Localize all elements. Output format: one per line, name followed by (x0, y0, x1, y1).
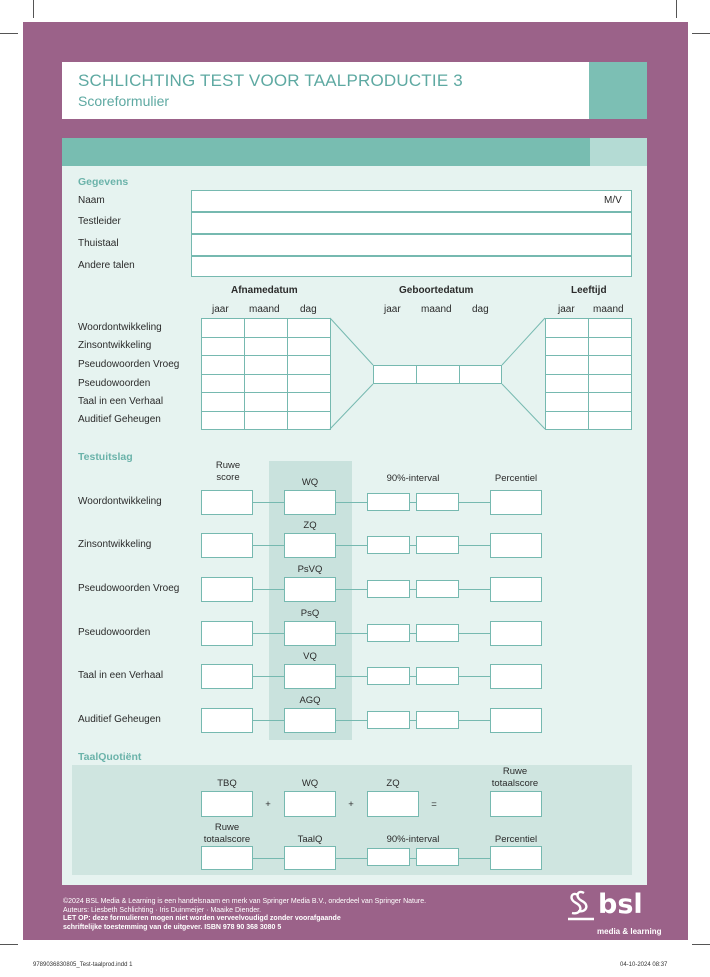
ruwe-score-box[interactable] (201, 664, 253, 689)
afnamedatum-header: Afnamedatum (231, 285, 298, 296)
interval-low-box[interactable] (367, 580, 410, 598)
footer-text (63, 898, 426, 932)
quotient-label: PsQ (300, 608, 320, 619)
zq-label: ZQ (386, 778, 400, 789)
quotient-label: AGQ (299, 695, 321, 706)
equals-sign: = (431, 799, 437, 810)
footer-isbn: schriftelijke toestemming van de uitgever. ISBN 978 90 368 3080 5 (63, 923, 282, 931)
footer-authors: Auteurs: Liesbeth Schlichting · Iris Duinmeijer · Maaike Diender. (63, 906, 262, 914)
result-row-label: Pseudowoorden Vroeg (78, 583, 180, 594)
quotient-label: VQ (303, 651, 317, 662)
ruwe-totaalscore-header-2 (196, 822, 258, 846)
interval-high-box[interactable] (416, 580, 459, 598)
result-row-label: Woordontwikkeling (78, 496, 162, 507)
quotient-label: WQ (301, 477, 319, 488)
interval-high-box[interactable] (416, 624, 459, 642)
ruwe-score-box[interactable] (201, 708, 253, 733)
zq-box[interactable] (367, 791, 419, 817)
geboorte-dag: dag (472, 304, 489, 315)
quotient-label: ZQ (303, 520, 317, 531)
interval-low-box[interactable] (367, 493, 410, 511)
page-subtitle: Scoreformulier (78, 93, 170, 109)
quotient-box[interactable] (284, 490, 336, 515)
geboorte-jaar: jaar (384, 304, 401, 315)
quotient-box[interactable] (284, 708, 336, 733)
geboorte-maand-cell[interactable] (416, 365, 460, 384)
leeftijd-jaar: jaar (558, 304, 575, 315)
percentiel-box[interactable] (490, 577, 542, 602)
ruwe-score-box[interactable] (201, 490, 253, 515)
tq-ruwe-totaalscore-box[interactable] (201, 846, 253, 870)
afname-dag: dag (300, 304, 317, 315)
quotient-label: PsVQ (297, 564, 323, 575)
interval-low-box[interactable] (367, 536, 410, 554)
interval-low-box[interactable] (367, 711, 410, 729)
result-row-label: Auditief Geheugen (78, 714, 161, 725)
ruwe-label: Ruwe (214, 822, 240, 833)
ruwe-totaalscore-header (486, 766, 544, 790)
tbq-label: TBQ (217, 778, 237, 789)
interval-high-box[interactable] (416, 711, 459, 729)
interval-high-box[interactable] (416, 493, 459, 511)
percentiel-box[interactable] (490, 621, 542, 646)
logo-name: bsl (598, 889, 643, 920)
leeftijd-maand: maand (593, 304, 624, 315)
label-testleider: Testleider (78, 216, 121, 227)
tq-percentiel-box[interactable] (490, 846, 542, 870)
ruwe-score-box[interactable] (201, 577, 253, 602)
quotient-box[interactable] (284, 533, 336, 558)
date-row-label: Woordontwikkeling (78, 322, 162, 333)
taalq-box[interactable] (284, 846, 336, 870)
quotient-box[interactable] (284, 621, 336, 646)
wq-box[interactable] (284, 791, 336, 817)
interval-low-box[interactable] (367, 624, 410, 642)
geboorte-jaar-cell[interactable] (373, 365, 417, 384)
totaalscore-label: totaalscore (203, 834, 251, 845)
plus-sign: + (265, 799, 271, 810)
interval-low-box[interactable] (367, 667, 410, 685)
label-andere-talen: Andere talen (78, 260, 135, 271)
wq-label: WQ (301, 778, 319, 789)
afname-jaar: jaar (212, 304, 229, 315)
ruwe-score-box[interactable] (201, 533, 253, 558)
result-row-label: Zinsontwikkeling (78, 539, 152, 550)
date-row-label: Pseudowoorden (78, 378, 151, 389)
result-row-label: Taal in een Verhaal (78, 670, 164, 681)
totaalscore-label: totaalscore (491, 778, 539, 789)
page-title: SCHLICHTING TEST VOOR TAALPRODUCTIE 3 (78, 71, 463, 90)
ruwe-score-header (204, 460, 252, 484)
tbq-box[interactable] (201, 791, 253, 817)
tq-percentiel-label: Percentiel (494, 834, 538, 845)
date-row-label: Zinsontwikkeling (78, 340, 152, 351)
footer-warning: LET OP: deze formulieren mogen niet worden verveelvoudigd zonder voorafgaande (63, 915, 341, 923)
label-thuistaal: Thuistaal (78, 238, 119, 249)
percentiel-box[interactable] (490, 533, 542, 558)
percentiel-box[interactable] (490, 708, 542, 733)
result-row-label: Pseudowoorden (78, 627, 151, 638)
section-gegevens: Gegevens (78, 176, 129, 188)
taalq-label: TaalQ (297, 834, 323, 845)
plus-sign: + (348, 799, 354, 810)
section-taalquotient: TaalQuotiënt (78, 751, 142, 763)
geboorte-dag-cell[interactable] (459, 365, 502, 384)
ruwe-totaalscore-box[interactable] (490, 791, 542, 817)
afname-maand: maand (249, 304, 280, 315)
score-label: score (216, 472, 240, 483)
percentiel-box[interactable] (490, 664, 542, 689)
leeftijd-header: Leeftijd (571, 285, 607, 296)
footer-copyright: ©2024 BSL Media & Learning is een handelsnaam en merk van Springer Media B.V., onderdeel van Springer Nature. (63, 898, 427, 905)
print-date: 04-10-2024 08:37 (620, 962, 668, 968)
interval-header: 90%-interval (386, 473, 440, 484)
tq-interval-low-box[interactable] (367, 848, 410, 866)
date-row-label: Taal in een Verhaal (78, 396, 164, 407)
tq-interval-high-box[interactable] (416, 848, 459, 866)
geboortedatum-header: Geboortedatum (399, 285, 474, 296)
quotient-box[interactable] (284, 664, 336, 689)
ruwe-label: Ruwe (502, 766, 528, 777)
ruwe-label: Ruwe (215, 460, 241, 471)
date-row-label: Auditief Geheugen (78, 414, 161, 425)
percentiel-box[interactable] (490, 490, 542, 515)
interval-high-box[interactable] (416, 536, 459, 554)
percentiel-header: Percentiel (494, 473, 538, 484)
label-naam: Naam (78, 195, 105, 206)
bsl-logo-mark-icon (566, 889, 598, 925)
tq-interval-label: 90%-interval (386, 834, 440, 845)
gender-mv: M/V (604, 195, 622, 206)
logo-tagline: media & learning (597, 927, 662, 936)
ruwe-score-box[interactable] (201, 621, 253, 646)
section-testuitslag: Testuitslag (78, 451, 133, 463)
geboorte-maand: maand (421, 304, 452, 315)
quotient-box[interactable] (284, 577, 336, 602)
date-row-label: Pseudowoorden Vroeg (78, 359, 180, 370)
print-file: 9789036830805_Test-taalprod.indd 1 (33, 962, 133, 968)
interval-high-box[interactable] (416, 667, 459, 685)
